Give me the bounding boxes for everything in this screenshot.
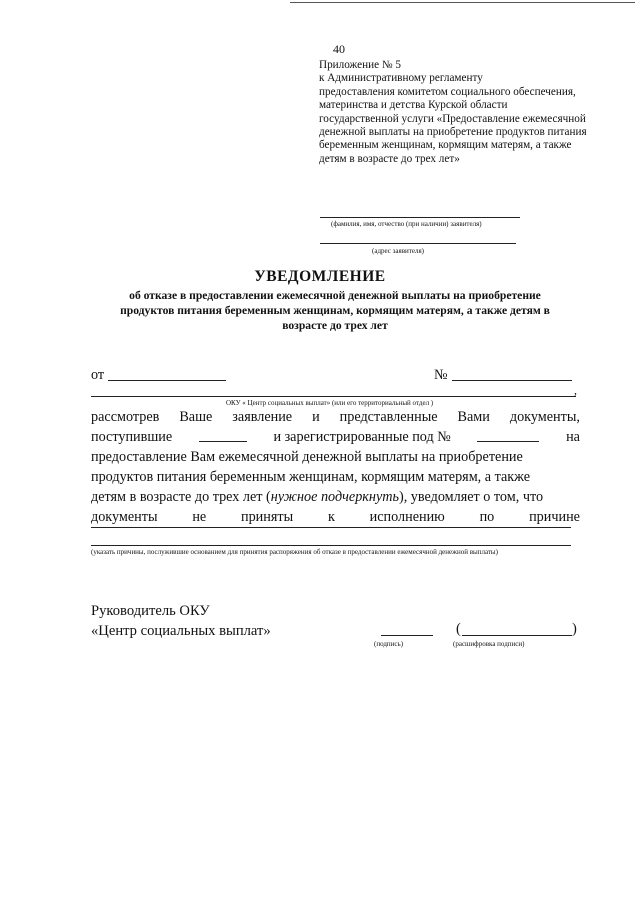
body-line-4: продуктов питания беременным женщинам, кормящим матерям, а также (91, 469, 531, 485)
decode-open-paren: ( (456, 621, 461, 637)
appendix-line: к Административному регламенту (319, 72, 483, 85)
appendix-line: Приложение № 5 (319, 59, 401, 71)
registration-number-blank (477, 429, 539, 442)
applicant-address-caption: (адрес заявителя) (372, 247, 424, 255)
appendix-line: государственной услуги «Предоставление ежемесячной (319, 112, 586, 125)
number-label: № (434, 367, 448, 383)
appendix-line: материнства и детства Курской области (319, 99, 508, 112)
subtitle-line: об отказе в предоставлении ежемесячной денежной выплаты на приобретение (129, 289, 541, 302)
organization-comma: , (574, 383, 577, 397)
signature-line (381, 635, 433, 636)
body-line-3: предоставление Вам ежемесячной денежной выплаты на приобретение (91, 449, 523, 465)
appendix-line: денежной выплаты на приобретение продуктов питания (319, 126, 587, 139)
subtitle-line: возрасте до трех лет (282, 319, 388, 332)
body-line-2: поступившие и зарегистрированные под № на (91, 429, 580, 445)
appendix-header (319, 59, 619, 166)
appendix-line: детям в возрасте до трех лет» (319, 152, 460, 165)
underline-hint: нужное подчеркнуть (270, 489, 399, 505)
from-label: от (91, 367, 105, 383)
number-line (452, 380, 572, 381)
signature-caption: (подпись) (374, 640, 404, 648)
reason-line-1 (91, 527, 571, 528)
body-line-5: детям в возрасте до трех лет (нужное подчеркнуть), уведомляет о том, что (91, 489, 544, 505)
reason-caption: (указать причины, послужившие основанием для принятия распоряжения об отказе в предоставлении ежемесячной денежной выплаты) (91, 548, 498, 556)
body-line-6: документы не приняты к исполнению по причине (91, 509, 580, 525)
applicant-name-caption: (фамилия, имя, отчество (при наличии) заявителя) (331, 220, 482, 228)
date-line (108, 380, 226, 381)
scan-top-edge-line (290, 2, 635, 3)
organization-caption: ОКУ « Центр социальных выплат» (или его территориальный отдел ) (226, 399, 434, 407)
appendix-line: предоставления комитетом социального обеспечения, (319, 85, 576, 98)
applicant-address-line (320, 243, 516, 244)
received-date-blank (199, 429, 247, 442)
appendix-line: беременным женщинам, кормящим матерям, а также (319, 139, 572, 152)
decode-line (462, 635, 572, 636)
subtitle-line: продуктов питания беременным женщинам, кормящим матерям, а также детям в (120, 304, 550, 317)
page-number: 40 (333, 42, 345, 56)
document-title: УВЕДОМЛЕНИЕ (254, 268, 386, 285)
organization-line (91, 396, 576, 397)
signatory-role-line-2: «Центр социальных выплат» (91, 623, 271, 639)
applicant-name-line (320, 217, 520, 218)
body-line-1: рассмотрев Ваше заявление и представленные Вами документы, (91, 409, 580, 425)
signatory-role-line-1: Руководитель ОКУ (91, 603, 210, 619)
reason-line-2 (91, 545, 571, 546)
document-subtitle (85, 288, 585, 333)
decode-caption: (расшифровка подписи) (453, 640, 525, 648)
decode-close-paren: ) (572, 621, 577, 637)
